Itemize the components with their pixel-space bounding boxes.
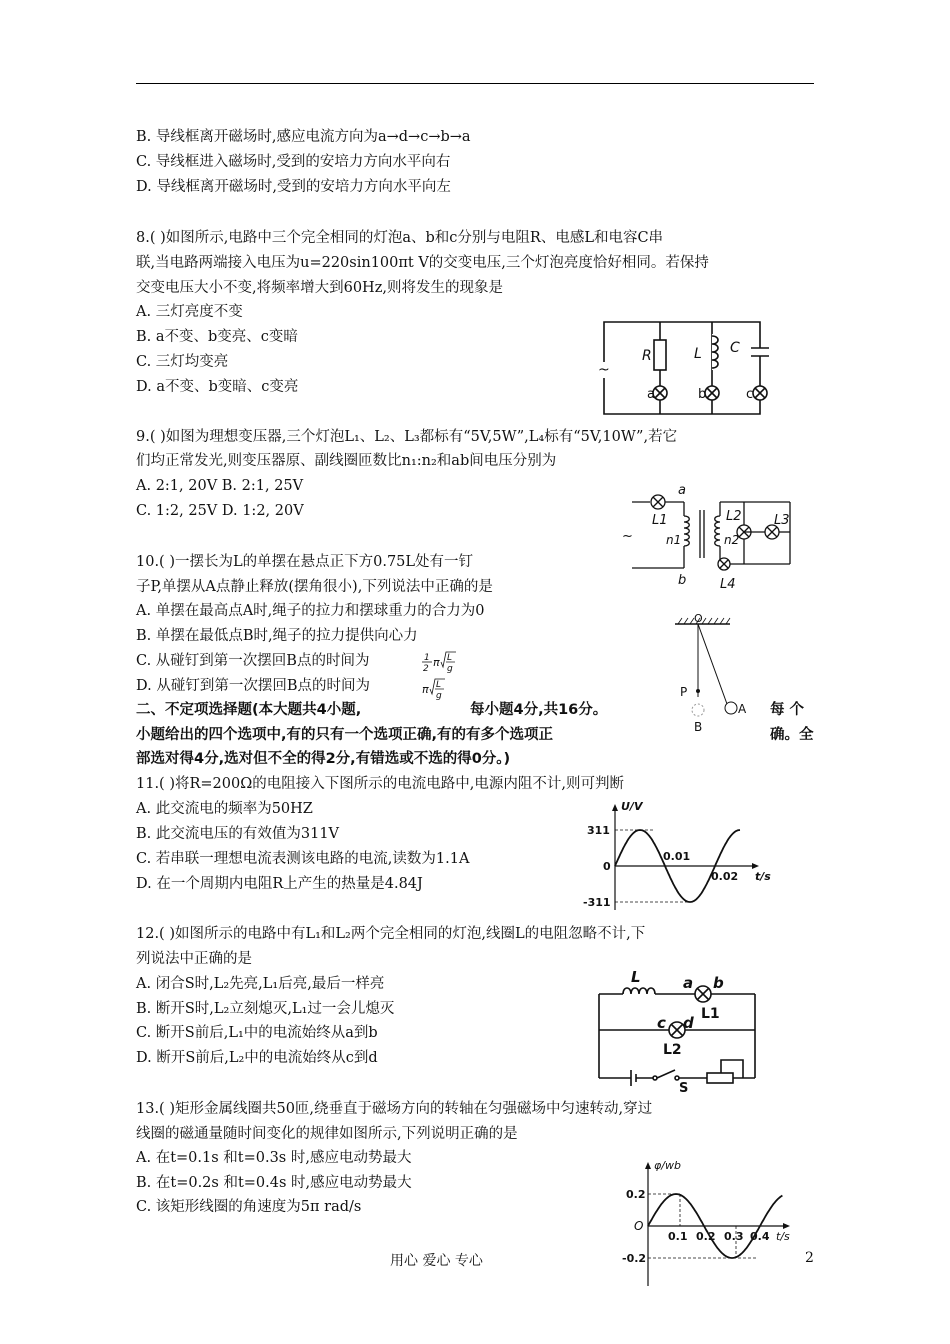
lamp-l1-label: L1 [652, 513, 668, 528]
q12-option-b: B. 断开S时,L₂立刻熄灭,L₁过一会儿熄灭 [136, 1001, 395, 1017]
q10-formula-c [422, 649, 462, 679]
q13-stem-2: 线圈的磁通量随时间变化的规律如图所示,下列说明正确的是 [136, 1126, 518, 1142]
q7-option-b: B. 导线框离开磁场时,感应电流方向为a→d→c→b→a [136, 129, 471, 145]
resistor-label: R [642, 348, 652, 364]
q13-xtick-02: 0.2 [696, 1230, 716, 1243]
terminal-c-label: c [657, 1014, 666, 1032]
q11-stem: 11.( )将R=200Ω的电阻接入下图所示的电流电路中,电源内阻不计,则可判断 [136, 776, 624, 792]
q8-option-c: C. 三灯均变亮 [136, 354, 229, 370]
q11-xlabel: t/s [755, 870, 771, 883]
terminal-b-label: b [678, 573, 687, 588]
q9-options-cd: C. 1:2, 25V D. 1:2, 20V [136, 503, 304, 519]
lamp-l4-label: L4 [720, 577, 736, 592]
point-a-label: A [738, 702, 747, 716]
lamp-l3-label: L3 [774, 513, 790, 528]
q9-transformer-figure [620, 482, 800, 592]
q11-xtick-001: 0.01 [663, 850, 691, 863]
q13-xlabel: t/s [776, 1230, 790, 1243]
q13-flux-chart [618, 1158, 803, 1288]
header-rule [136, 83, 814, 84]
coil-n2-label: n2 [724, 533, 740, 547]
q10-stem-1: 10.( )一摆长为L的单摆在悬点正下方0.75L处有一钉 [136, 554, 474, 570]
q8-stem-2: 联,当电路两端接入电压为u=220sin100πt V的交变电压,三个灯泡亮度恰好相同。若保持 [136, 255, 709, 271]
q12-stem-2: 列说法中正确的是 [136, 951, 252, 967]
inductor-label: L [694, 346, 702, 362]
ac-source-symbol: ~ [622, 529, 633, 544]
q10-option-b: B. 单摆在最低点B时,绳子的拉力提供向心力 [136, 628, 418, 644]
coil-l-label: L [631, 968, 641, 986]
q10-option-c: C. 从碰钉到第一次摆回B点的时间为 [136, 653, 370, 669]
q11-ylabel: U/V [621, 800, 643, 813]
lamp-a-label: a [647, 387, 655, 402]
q13-ytick-neg02: -0.2 [622, 1252, 647, 1265]
q10-formula-d [422, 677, 462, 705]
q11-option-c: C. 若串联一理想电流表测该电路的电流,读数为1.1A [136, 851, 470, 867]
svg-text:π: π [422, 683, 429, 696]
q13-xtick-03: 0.3 [724, 1230, 744, 1243]
q11-option-d: D. 在一个周期内电阻R上产生的热量是4.84J [136, 876, 423, 892]
q8-stem-1: 8.( )如图所示,电路中三个完全相同的灯泡a、b和c分别与电阻R、电感L和电容C串 [136, 230, 664, 246]
q12-stem-1: 12.( )如图所示的电路中有L₁和L₂两个完全相同的灯泡,线圈L的电阻忽略不计,下 [136, 926, 646, 942]
q11-ytick-311: 311 [587, 824, 610, 837]
terminal-a-label: a [678, 483, 686, 498]
coil-n1-label: n1 [666, 533, 682, 547]
lamp-l1-label: L1 [701, 1006, 720, 1022]
q8-option-a: A. 三灯亮度不变 [136, 304, 243, 320]
lamp-l2-label: L2 [726, 509, 742, 524]
q10-option-d: D. 从碰钉到第一次摆回B点的时间为 [136, 678, 370, 694]
q8-option-d: D. a不变、b变暗、c变亮 [136, 379, 299, 395]
svg-text:1: 1 [424, 653, 430, 663]
capacitor-label: C [730, 340, 740, 356]
point-b-label: B [694, 720, 703, 734]
q9-options-ab: A. 2:1, 20V B. 2:1, 25V [136, 478, 304, 494]
switch-s-label: S [679, 1081, 689, 1096]
section2-heading-1c: 每 个 [770, 702, 805, 718]
q7-option-d: D. 导线框离开磁场时,受到的安培力方向水平向左 [136, 179, 451, 195]
lamp-l2-label: L2 [663, 1042, 682, 1058]
q11-option-a: A. 此交流电的频率为50HZ [136, 801, 313, 817]
svg-text:L: L [436, 680, 442, 690]
q11-voltage-chart [585, 798, 775, 910]
q8-stem-3: 交变电压大小不变,将频率增大到60Hz,则将发生的现象是 [136, 280, 503, 296]
q13-origin: O [634, 1219, 644, 1233]
svg-text:L: L [447, 653, 453, 663]
q10-option-a: A. 单摆在最高点A时,绳子的拉力和摆球重力的合力为0 [136, 603, 485, 619]
q13-stem-1: 13.( )矩形金属线圈共50匝,绕垂直于磁场方向的转轴在匀强磁场中匀速转动,穿过 [136, 1101, 653, 1117]
q10-pendulum-figure [670, 612, 765, 742]
ac-source-symbol: ~ [598, 362, 610, 378]
q13-option-b: B. 在t=0.2s 和t=0.4s 时,感应电动势最大 [136, 1175, 412, 1191]
lamp-c-label: c [746, 387, 754, 402]
svg-text:π: π [433, 656, 440, 669]
terminal-b-label: b [713, 974, 724, 992]
section2-heading-2a: 小题给出的四个选项中,有的只有一个选项正确,有的有多个选项正 [136, 727, 554, 743]
page-number: 2 [805, 1250, 814, 1266]
q13-option-a: A. 在t=0.1s 和t=0.3s 时,感应电动势最大 [136, 1150, 412, 1166]
q13-option-c: C. 该矩形线圈的角速度为5π rad/s [136, 1199, 362, 1215]
svg-text:2: 2 [423, 664, 429, 674]
q13-ylabel: φ/wb [654, 1159, 681, 1172]
q11-option-b: B. 此交流电压的有效值为311V [136, 826, 340, 842]
q13-xtick-04: 0.4 [750, 1230, 770, 1243]
section2-heading-1a: 二、不定项选择题(本大题共4小题, [136, 702, 362, 718]
q9-stem-1: 9.( )如图为理想变压器,三个灯泡L₁、L₂、L₃都标有“5V,5W”,L₄标有“5V,10W”,若它 [136, 429, 678, 445]
q11-ytick-neg311: -311 [583, 896, 611, 909]
terminal-a-label: a [683, 974, 694, 992]
q8-circuit-figure [600, 318, 775, 418]
section2-heading-2b: 确。全 [770, 727, 814, 743]
pivot-o-label: O [694, 612, 703, 625]
section2-heading-1b: 每小题4分,共16分。 [470, 702, 608, 718]
q12-circuit-figure [595, 966, 775, 1096]
q7-option-c: C. 导线框进入磁场时,受到的安培力方向水平向右 [136, 154, 451, 170]
q12-option-d: D. 断开S前后,L₂中的电流始终从c到d [136, 1050, 378, 1066]
nail-p-label: P [680, 685, 688, 699]
q12-option-c: C. 断开S前后,L₁中的电流始终从a到b [136, 1025, 378, 1041]
q9-stem-2: 们均正常发光,则变压器原、副线圈匝数比n₁:n₂和ab间电压分别为 [136, 453, 557, 469]
page-footer: 用心 爱心 专心 [390, 1253, 483, 1269]
lamp-b-label: b [698, 387, 707, 402]
svg-text:g: g [447, 664, 453, 674]
q10-stem-2: 子P,单摆从A点静止释放(摆角很小),下列说法中正确的是 [136, 579, 493, 595]
q11-xtick-002: 0.02 [711, 870, 739, 883]
q8-option-b: B. a不变、b变亮、c变暗 [136, 329, 298, 345]
q11-ytick-0: 0 [603, 860, 611, 873]
terminal-d-label: d [683, 1014, 694, 1032]
section2-heading-3: 部选对得4分,选对但不全的得2分,有错选或不选的得0分。) [136, 751, 511, 767]
q12-option-a: A. 闭合S时,L₂先亮,L₁后亮,最后一样亮 [136, 976, 385, 992]
svg-text:g: g [436, 691, 442, 701]
q13-ytick-02: 0.2 [626, 1188, 646, 1201]
q13-xtick-01: 0.1 [668, 1230, 688, 1243]
